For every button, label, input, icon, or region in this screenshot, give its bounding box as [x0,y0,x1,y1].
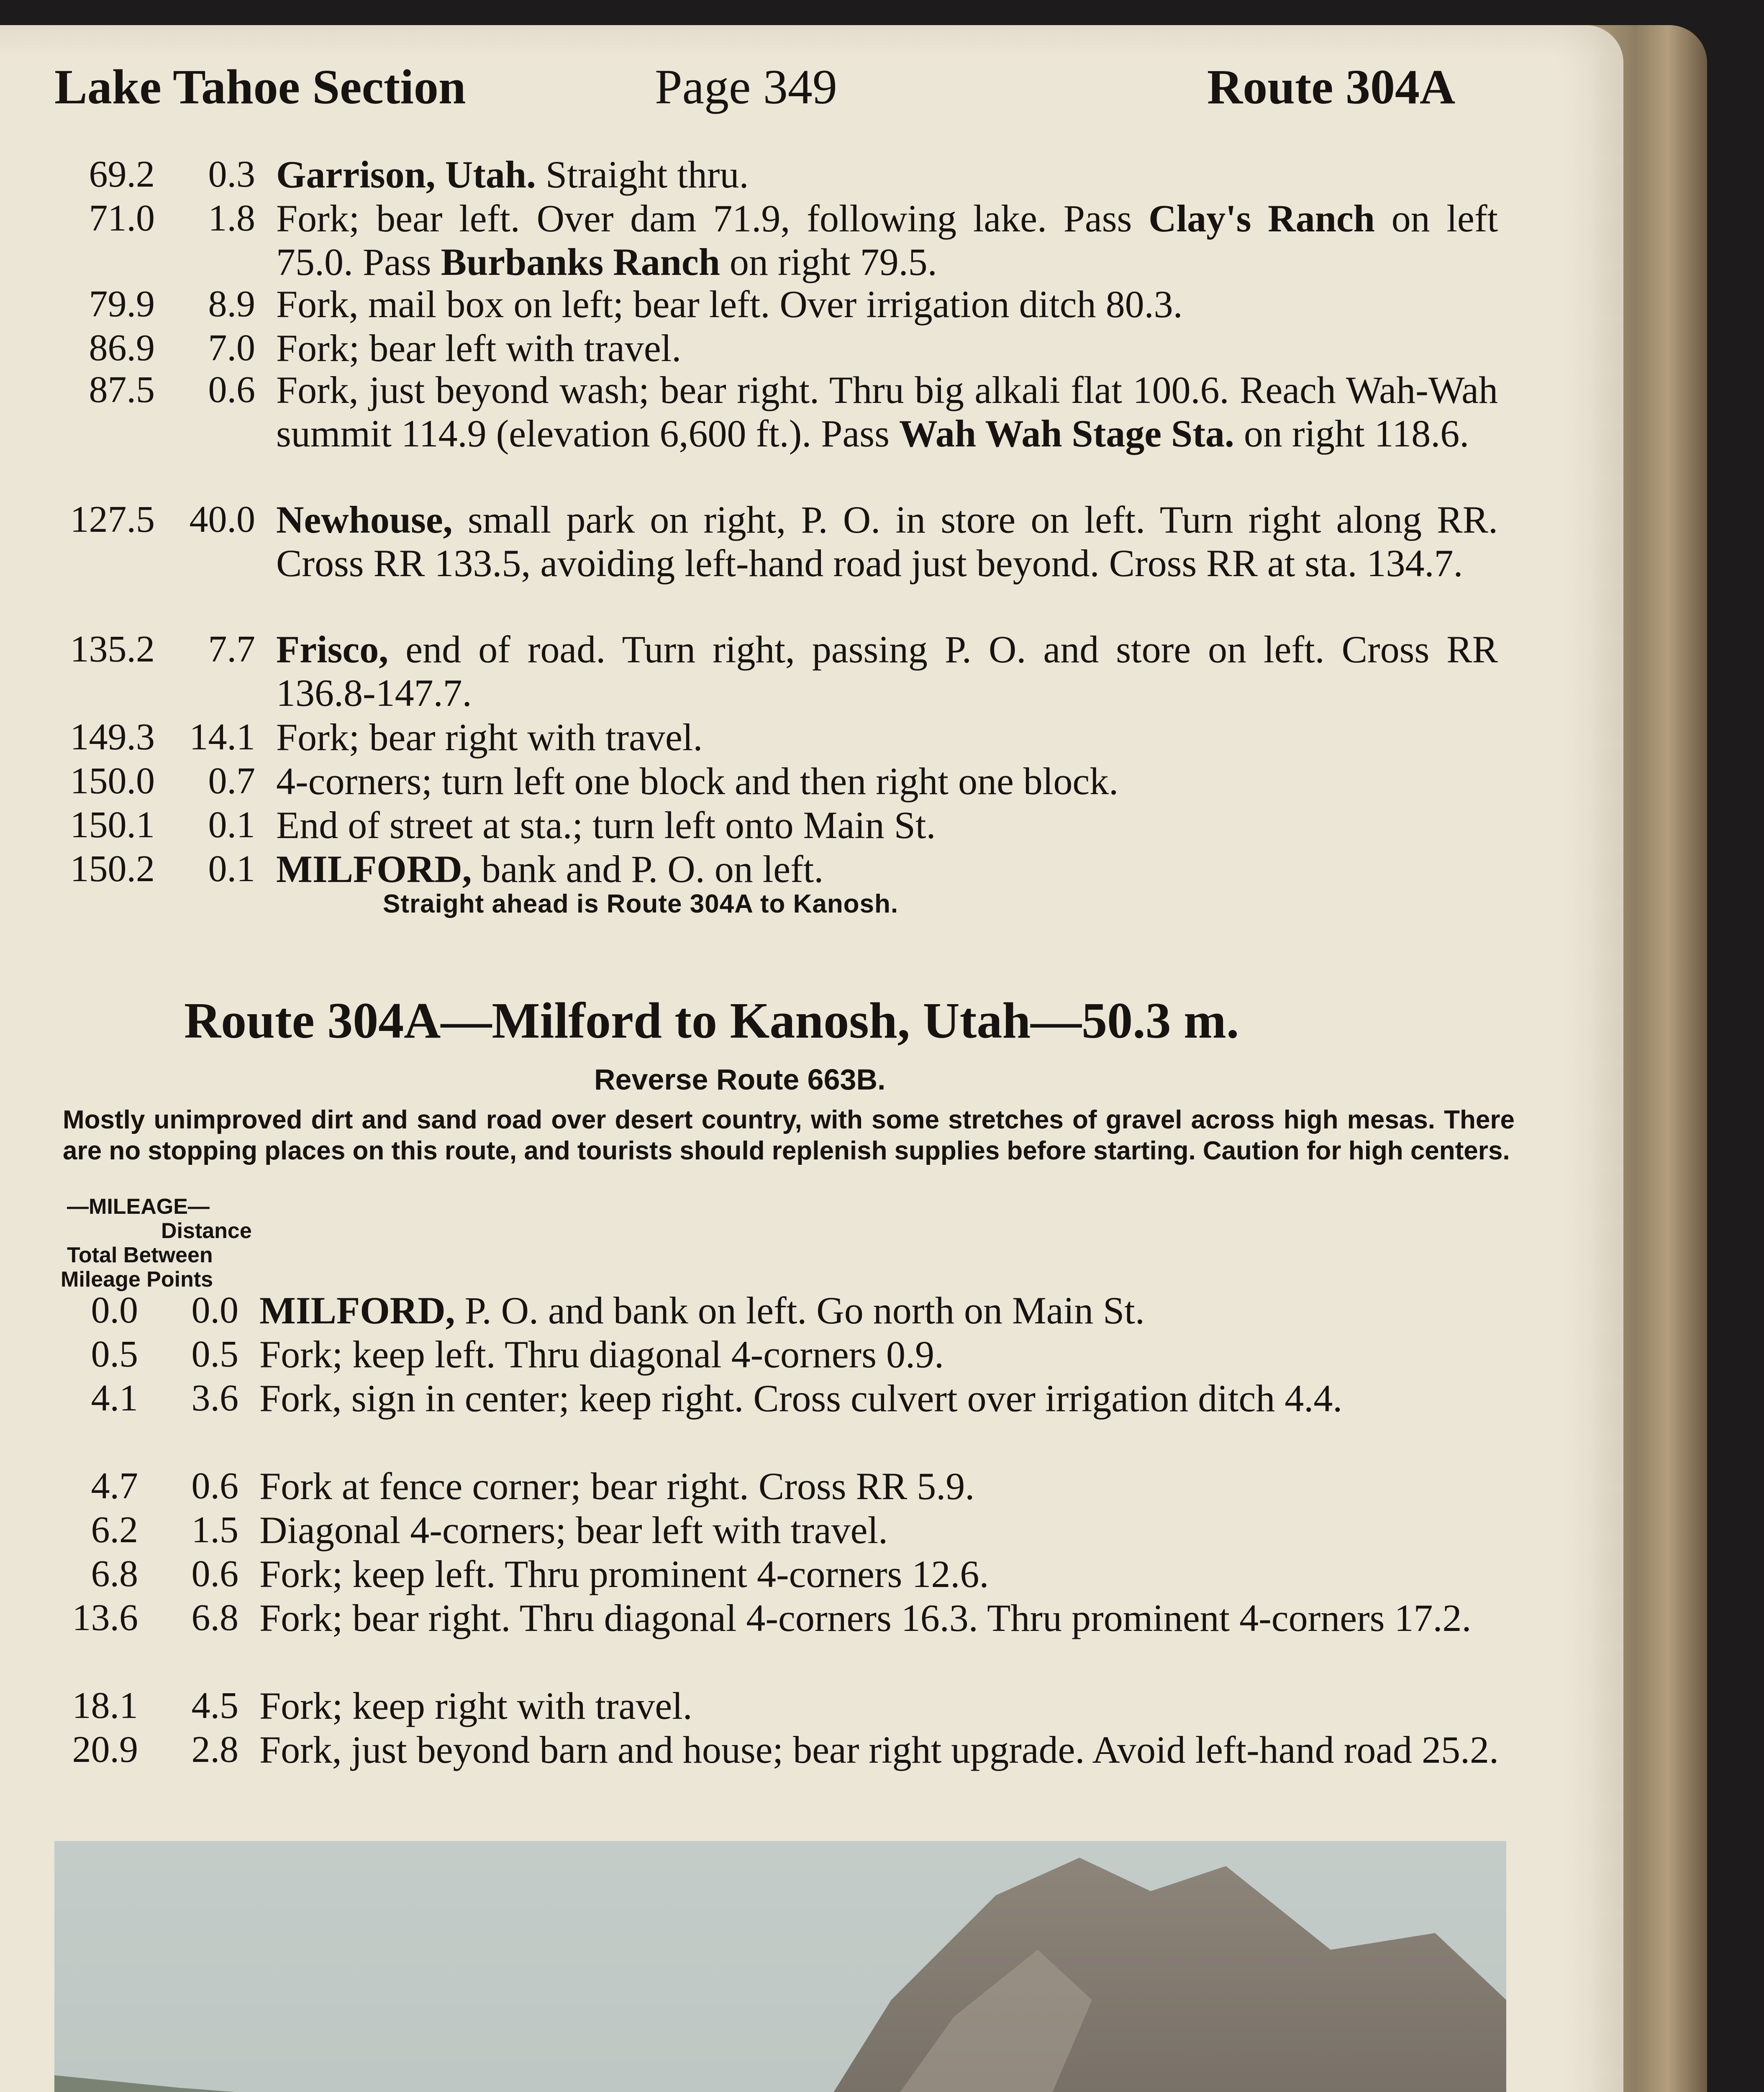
entry-total-mileage: 4.7 [91,1465,138,1507]
entry-total-mileage: 79.9 [89,283,155,325]
place-name: Frisco, [276,628,389,671]
entry-between-mileage: 1.8 [208,197,255,239]
direction-fragment: 4-corners; turn left one block and then right one block. [276,760,1119,802]
entry-total-mileage: 0.0 [91,1290,138,1331]
entry-total-mileage: 127.5 [70,499,155,540]
entry-direction-text [276,282,1498,326]
entry-total-mileage: 150.1 [70,804,155,846]
entry-direction-text [276,326,1498,370]
entry-between-mileage: 0.5 [191,1333,238,1375]
entry-total-mileage: 71.0 [89,197,155,239]
entry-between-mileage: 0.1 [208,804,255,846]
entry-total-mileage: 135.2 [70,628,155,670]
straight-ahead-note: Straight ahead is Route 304A to Kanosh. [383,890,899,918]
entry-total-mileage: 150.0 [70,760,155,802]
mountain-lake-photo [54,1841,1506,2092]
entry-between-mileage: 4.5 [191,1685,238,1726]
direction-fragment: Fork; keep right with travel. [259,1684,692,1727]
direction-fragment: Fork, just beyond wash; bear right. Thru big alkali flat 100.6. Reach Wah-Wah summit 114.9 (elevation 6,600 ft.). Pass [276,369,1498,455]
route-title: Route 304A—Milford to Kanosh, Utah—50.3 m. [184,992,1239,1049]
entry-direction-text [259,1596,1510,1640]
section-title: Lake Tahoe Section [54,59,466,114]
photo-illustration [54,1841,1506,2092]
entry-between-mileage: 0.7 [208,760,255,802]
entry-direction-text [276,628,1498,715]
entry-between-mileage: 0.0 [191,1290,238,1331]
direction-fragment: Straight thru. [536,153,749,196]
entry-direction-text [259,1377,1510,1420]
direction-fragment: bank and P. O. on left. [472,848,824,890]
entry-direction-text [259,1289,1510,1332]
entry-total-mileage: 86.9 [89,327,155,369]
place-name: Garrison, Utah. [276,153,536,196]
entry-direction-text [259,1728,1510,1772]
entry-between-mileage: 7.0 [208,327,255,369]
mileage-distance-label: Distance [161,1219,252,1243]
entry-total-mileage: 87.5 [89,369,155,410]
entry-total-mileage: 18.1 [72,1685,138,1726]
page-header [0,59,1623,134]
route-reverse: Reverse Route 663B. [594,1063,886,1096]
entry-direction-text [259,1464,1510,1508]
direction-fragment: Fork; bear right. Thru diagonal 4-corners 16.3. Thru prominent 4-corners 17.2. [259,1597,1472,1639]
entry-between-mileage: 40.0 [189,499,255,540]
direction-fragment: Fork; bear left with travel. [276,327,682,369]
entry-direction-text [259,1552,1510,1596]
entry-between-mileage: 2.8 [191,1729,238,1770]
entry-direction-text [276,803,1498,847]
place-name: MILFORD, [276,848,472,890]
route-description: Mostly unimproved dirt and sand road over desert country, with some stretches of gravel across high mesas. There are no stopping places on this route, and tourists should replenish supplies before starting. Caution for high centers. [63,1105,1515,1165]
direction-fragment: Fork, sign in center; keep right. Cross culvert over irrigation ditch 4.4. [259,1377,1343,1420]
direction-fragment: Fork; keep left. Thru diagonal 4-corners 0.9. [259,1333,944,1376]
direction-fragment: Fork; keep left. Thru prominent 4-corners 12.6. [259,1553,989,1595]
entry-between-mileage: 0.6 [191,1553,238,1595]
entry-total-mileage: 6.8 [91,1553,138,1595]
entry-total-mileage: 69.2 [89,154,155,195]
direction-fragment: small park on right, P. O. in store on left. Turn right along RR. Cross RR 133.5, avoiding left-hand road just beyond. Cross RR at sta. 134.7. [276,498,1498,585]
direction-fragment: Diagonal 4-corners; bear left with travel. [259,1509,888,1551]
entry-direction-text [276,368,1498,455]
entry-between-mileage: 6.8 [191,1597,238,1638]
direction-fragment: on left 75.0. Pass [276,197,1498,283]
place-name: Wah Wah Stage Sta. [899,412,1234,455]
entry-between-mileage: 1.5 [191,1509,238,1551]
entry-direction-text [276,715,1498,759]
direction-fragment: Fork, just beyond barn and house; bear right upgrade. Avoid left-hand road 25.2. [259,1728,1499,1771]
entry-between-mileage: 8.9 [208,283,255,325]
place-name: Clay's Ranch [1149,197,1375,240]
entry-between-mileage: 0.3 [208,154,255,195]
place-name: Newhouse, [276,498,453,541]
entry-total-mileage: 6.2 [91,1509,138,1551]
entry-total-mileage: 20.9 [72,1729,138,1770]
direction-fragment: Fork at fence corner; bear right. Cross RR 5.9. [259,1465,975,1507]
entry-direction-text [276,759,1498,803]
entry-between-mileage: 0.6 [208,369,255,410]
direction-fragment: Fork; bear right with travel. [276,716,703,759]
page-number: Page 349 [655,59,837,114]
direction-fragment: Fork; bear left. Over dam 71.9, following lake. Pass [276,197,1149,240]
direction-fragment: End of street at sta.; turn left onto Main St. [276,804,936,846]
mileage-total-between-label: Total Between [67,1243,213,1267]
entry-between-mileage: 7.7 [208,628,255,670]
direction-fragment: P. O. and bank on left. Go north on Main St. [455,1289,1145,1332]
direction-fragment: on right 118.6. [1234,412,1469,455]
entry-between-mileage: 0.1 [208,848,255,890]
book-page [0,25,1623,2092]
entry-between-mileage: 3.6 [191,1377,238,1419]
route-number: Route 304A [1207,59,1456,114]
entry-direction-text [276,847,1498,891]
entry-total-mileage: 0.5 [91,1333,138,1375]
entry-total-mileage: 4.1 [91,1377,138,1419]
direction-fragment: on right 79.5. [720,241,937,283]
entry-direction-text [276,197,1498,284]
entry-direction-text [276,498,1498,585]
entry-between-mileage: 0.6 [191,1465,238,1507]
entry-total-mileage: 150.2 [70,848,155,890]
entry-total-mileage: 13.6 [72,1597,138,1638]
direction-fragment: end of road. Turn right, passing P. O. and store on left. Cross RR 136.8-147.7. [276,628,1498,714]
entry-direction-text [276,153,1498,196]
entry-direction-text [259,1508,1510,1552]
mileage-points-label: Mileage Points [61,1267,213,1292]
entry-total-mileage: 149.3 [70,716,155,758]
direction-fragment: Fork, mail box on left; bear left. Over irrigation ditch 80.3. [276,283,1183,326]
entry-between-mileage: 14.1 [189,716,255,758]
entry-direction-text [259,1333,1510,1376]
place-name: Burbanks Ranch [441,241,720,283]
mileage-title: —MILEAGE— [67,1195,210,1219]
place-name: MILFORD, [259,1289,455,1332]
entry-direction-text [259,1684,1510,1728]
